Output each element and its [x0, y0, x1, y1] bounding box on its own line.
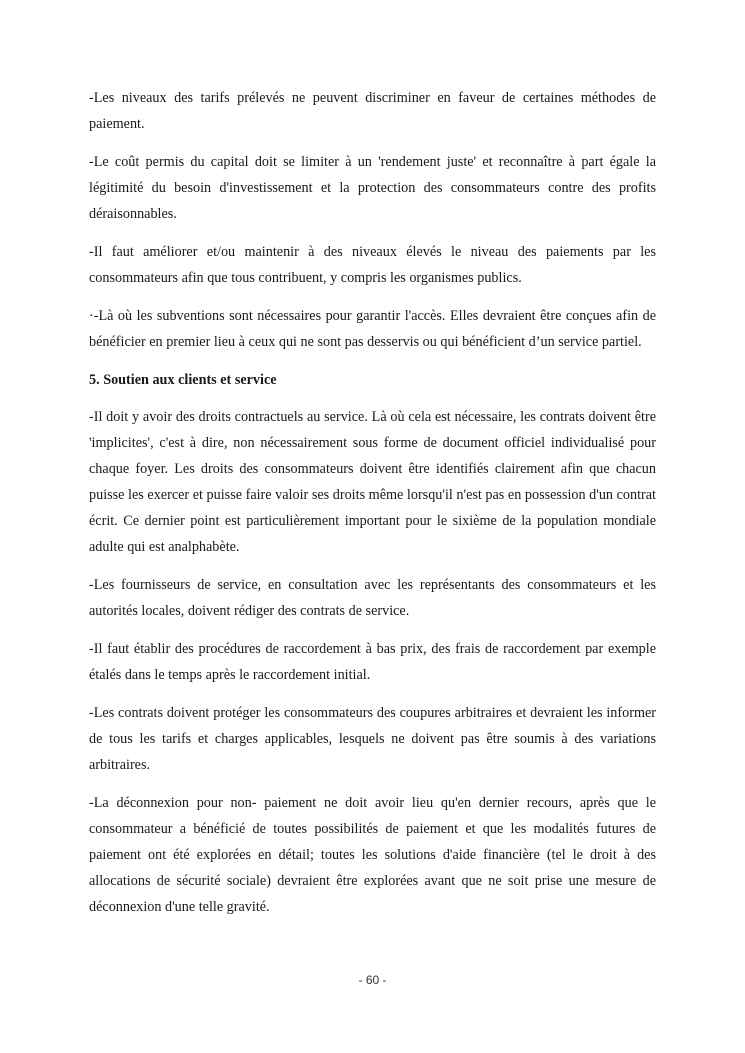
paragraph-contractual-rights: -Il doit y avoir des droits contractuels au service. Là où cela est nécessaire, les contrats doivent être 'implicites', c'est à dire, non nécessairement sous forme de document officiel individualisé pour chaque foyer. Les droits des consommateurs doivent être identifiés clairement afin que chacun puisse les exercer et puisse faire valoir ses droits même lorsqu'il n'est pas en possession d'un contrat écrit. Ce dernier point est particulièrement important pour le sixième de la population mondiale adulte qui est analphabète.	[89, 409, 656, 555]
section-heading: 5. Soutien aux clients et service	[89, 372, 277, 388]
document-body	[89, 85, 656, 932]
paragraph-disconnection: -La déconnexion pour non- paiement ne doit avoir lieu qu'en dernier recours, après que le consommateur a bénéficié de toutes possibilités de paiement et que les modalités futures de paiement ont été explorées en détail; toutes les solutions d'aide financière (tel le droit à des allocations de sécurité sociale) devraient être explorées avant que ne soit prise une mesure de déconnexion d'une telle gravité.	[89, 795, 656, 915]
paragraph-payment-levels: -Il faut améliorer et/ou maintenir à des niveaux élevés le niveau des paiements par les consommateurs afin que tous contribuent, y compris les organismes publics.	[89, 244, 656, 286]
paragraph-subsidies: ·-Là où les subventions sont nécessaires pour garantir l'accès. Elles devraient être conçues afin de bénéficier en premier lieu à ceux qui ne sont pas desservis ou qui bénéficient d’un service partiel.	[89, 308, 656, 350]
paragraph-cost-of-capital: -Le coût permis du capital doit se limiter à un 'rendement juste' et reconnaître à part égale la légitimité du besoin d'investissement et la protection des consommateurs contre des profits déraisonnables.	[89, 154, 656, 222]
page-number: - 60 -	[358, 973, 387, 987]
paragraph-payment-methods: -Les niveaux des tarifs prélevés ne peuvent discriminer en faveur de certaines méthodes de paiement.	[89, 90, 656, 132]
paragraph-arbitrary-cuts: -Les contrats doivent protéger les consommateurs des coupures arbitraires et devraient les informer de tous les tarifs et charges applicables, lesquels ne doivent pas être soumis à des variations arbitraires.	[89, 705, 656, 773]
paragraph-connection-procedures: -Il faut établir des procédures de raccordement à bas prix, des frais de raccordement par exemple étalés dans le temps après le raccordement initial.	[89, 641, 656, 683]
paragraph-service-contracts: -Les fournisseurs de service, en consultation avec les représentants des consommateurs et les autorités locales, doivent rédiger des contrats de service.	[89, 577, 656, 619]
